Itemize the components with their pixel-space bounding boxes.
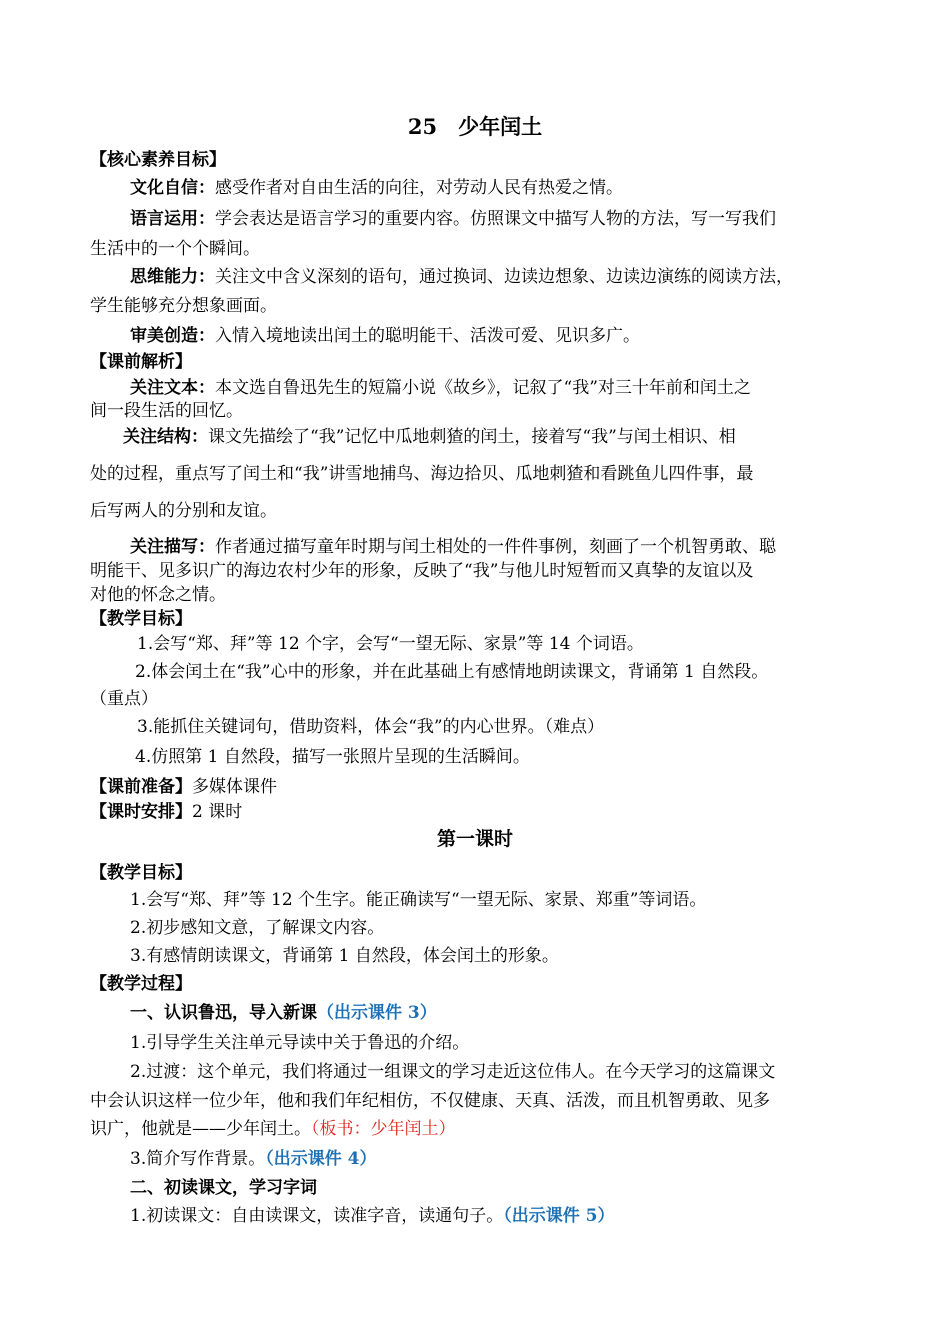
schedule-text: 2 课时 xyxy=(192,802,243,822)
courseware-tag-3: （出示课件 3） xyxy=(317,1003,437,1023)
step-2-item-1 xyxy=(130,1205,614,1227)
goal-2a: 2.体会闰土在“我”心中的形象，并在此基础上有感情地朗读课文，背诵第 1 自然段。 xyxy=(135,662,769,682)
step-2-title: 二、初读课文，学习字词 xyxy=(130,1178,317,1198)
lesson1-goal-1: 1.会写“郑、拜”等 12 个生字。能正确读写“一望无际、家景、郑重”等词语。 xyxy=(130,890,707,910)
struct-text-1: 课文先描绘了“我”记忆中瓜地刺猹的闰土，接着写“我”与闰土相识、相 xyxy=(208,427,736,447)
lang-line-2: 生活中的一个个瞬间。 xyxy=(90,239,260,259)
step-1-item-2a: 2.过渡：这个单元，我们将通过一组课文的学习走近这位伟人。在今天学习的这篇课文 xyxy=(130,1062,776,1082)
courseware-tag-4: （出示课件 4） xyxy=(265,1149,377,1169)
text-line-2: 间一段生活的回忆。 xyxy=(90,401,243,421)
struct-line-1 xyxy=(123,426,736,448)
aes-label: 审美创造： xyxy=(130,326,215,346)
schedule-line xyxy=(90,801,242,823)
step-2-item-1-text: 1.初读课文：自由读课文，读准字音，读通句子。 xyxy=(130,1206,504,1226)
think-label: 思维能力： xyxy=(130,267,215,287)
step-1-item-2b: 中会认识这样一位少年，他和我们年纪相仿，不仅健康、天真、活泼，而且机智勇敢、见多 xyxy=(90,1091,770,1111)
think-text-1: 关注文中含义深刻的语句，通过换词、边读边想象、边读边演练的阅读方法， xyxy=(215,267,793,287)
lang-label: 语言运用： xyxy=(130,209,215,229)
lesson-1-title: 第一课时 xyxy=(436,828,513,850)
heading-lesson1-goals: 【教学目标】 xyxy=(90,863,192,883)
goal-2b: （重点） xyxy=(90,689,158,709)
desc-line-3: 对他的怀念之情。 xyxy=(90,585,226,605)
process-step-1-title xyxy=(130,1002,437,1024)
text-text-1: 本文选自鲁迅先生的短篇小说《故乡》，记叙了“我”对三十年前和闰土之 xyxy=(215,378,751,398)
struct-line-3: 后写两人的分别和友谊。 xyxy=(90,501,277,521)
aes-line xyxy=(130,325,640,347)
prep-line xyxy=(90,776,277,798)
lesson1-goal-3: 3.有感情朗读课文，背诵第 1 自然段，体会闰土的形象。 xyxy=(130,946,559,966)
culture-text: 感受作者对自由生活的向往，对劳动人民有热爱之情。 xyxy=(215,178,623,198)
step-1-item-2c xyxy=(90,1118,456,1140)
step-1-item-1: 1.引导学生关注单元导读中关于鲁迅的介绍。 xyxy=(130,1033,470,1053)
text-label: 关注文本： xyxy=(130,378,215,398)
heading-teaching-goals: 【教学目标】 xyxy=(90,609,192,629)
goal-4: 4.仿照第 1 自然段，描写一张照片呈现的生活瞬间。 xyxy=(135,747,530,767)
heading-pre-analysis: 【课前解析】 xyxy=(90,352,192,372)
text-line-1 xyxy=(130,377,751,399)
lesson1-goal-2: 2.初步感知文意，了解课文内容。 xyxy=(130,918,385,938)
courseware-tag-5: （出示课件 5） xyxy=(503,1206,615,1226)
step-1-item-3 xyxy=(130,1148,376,1170)
heading-schedule: 【课时安排】 xyxy=(90,802,192,822)
goal-3: 3.能抓住关键词句，借助资料，体会“我”的内心世界。（难点） xyxy=(137,717,605,737)
document-title: 25 少年闰土 xyxy=(407,114,543,139)
lang-text-1: 学会表达是语言学习的重要内容。仿照课文中描写人物的方法，写一写我们 xyxy=(215,209,776,229)
culture-line xyxy=(130,177,623,199)
struct-label: 关注结构： xyxy=(123,427,208,447)
heading-prep: 【课前准备】 xyxy=(90,777,192,797)
think-line-2: 学生能够充分想象画面。 xyxy=(90,296,277,316)
aes-text: 入情入境地读出闰土的聪明能干、活泼可爱、见识多广。 xyxy=(215,326,640,346)
desc-label: 关注描写： xyxy=(130,537,215,557)
goal-1: 1.会写“郑、拜”等 12 个字，会写“一望无际、家景”等 14 个词语。 xyxy=(137,634,644,654)
desc-text-1: 作者通过描写童年时期与闰土相处的一件件事例，刻画了一个机智勇敢、聪 xyxy=(215,537,776,557)
desc-line-1 xyxy=(130,536,776,558)
step-1-item-2c-text: 识广，他就是——少年闰土。 xyxy=(90,1119,311,1139)
step-1-title: 一、认识鲁迅，导入新课 xyxy=(130,1003,317,1023)
step-1-item-3-text: 3.简介写作背景。 xyxy=(130,1149,266,1169)
culture-label: 文化自信： xyxy=(130,178,215,198)
board-note: （板书：少年闰土） xyxy=(311,1119,456,1139)
desc-line-2: 明能干、见多识广的海边农村少年的形象，反映了“我”与他儿时短暂而又真挚的友谊以及 xyxy=(90,561,754,581)
lang-line-1 xyxy=(130,208,776,230)
heading-core-goals: 【核心素养目标】 xyxy=(90,150,226,170)
prep-text: 多媒体课件 xyxy=(192,777,277,797)
heading-process: 【教学过程】 xyxy=(90,974,192,994)
struct-line-2: 处的过程，重点写了闰土和“我”讲雪地捕鸟、海边拾贝、瓜地刺猹和看跳鱼儿四件事，最 xyxy=(90,464,754,484)
think-line-1 xyxy=(130,266,793,288)
